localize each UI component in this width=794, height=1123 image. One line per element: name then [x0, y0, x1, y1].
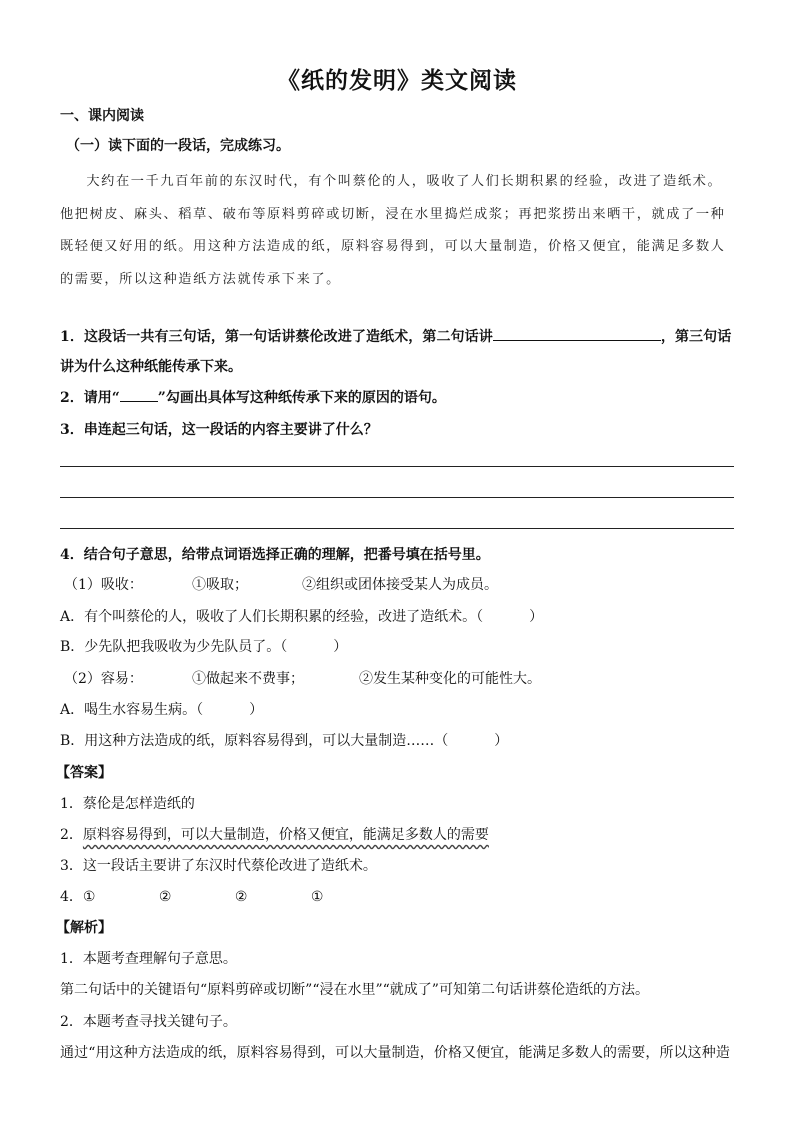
paren-close: ） [494, 733, 509, 749]
question-1-text-end: ，第三句话 [660, 329, 732, 345]
analysis-4: 通过“用这种方法造成的纸，原料容易得到，可以大量制造，价格又便宜，能满足多数人的需要，所以这种造 [60, 1045, 730, 1061]
paren-close: ） [249, 702, 264, 718]
word-label: （1）吸收： [64, 577, 143, 593]
sentence-a2-text: A．喝生水容易生病。（ [60, 702, 204, 718]
answer-heading: 【答案】 [56, 765, 112, 781]
answer-2-text: 原料容易得到，可以大量制造，价格又便宜，能满足多数人的需要 [82, 827, 489, 843]
paren-close: ） [333, 639, 348, 655]
answer-line-3[interactable] [60, 528, 734, 529]
sentence-a1 [60, 607, 736, 627]
question-4-part-2 [64, 669, 736, 689]
question-1-blank[interactable] [493, 326, 661, 341]
word-label: （2）容易： [64, 671, 143, 687]
option-1: ①吸取； [192, 577, 248, 593]
question-3: 3．串连起三句话，这一段话的内容主要讲了什么？ [60, 422, 378, 438]
page-title: 《纸的发明》类文阅读 [277, 67, 517, 94]
sentence-b1-text: B．少先队把我吸收为少先队员了。（ [60, 639, 288, 655]
answer-4-item: ① [82, 889, 96, 905]
sentence-a1-text: A．有个叫蔡伦的人，吸收了人们长期积累的经验，改进了造纸术。（ [60, 609, 484, 625]
option-2: ②组织或团体接受某人为成员。 [302, 577, 498, 593]
answer-4-number: 4． [60, 889, 83, 905]
question-1-continued: 讲为什么这种纸能传承下来。 [60, 359, 242, 375]
option-1: ①做起来不费事； [192, 671, 304, 687]
wavy-line-marker [120, 389, 158, 402]
question-2-text-end: ”勾画出具体写这种纸传承下来的原因的语句。 [157, 390, 446, 406]
analysis-1: 1．本题考查理解句子意思。 [60, 951, 237, 967]
sentence-a2 [60, 700, 736, 720]
sentence-b2-text: B．用这种方法造成的纸，原料容易得到，可以大量制造……（ [60, 733, 449, 749]
question-4-part-1 [64, 575, 736, 595]
analysis-3: 2．本题考查寻找关键句子。 [60, 1014, 237, 1030]
question-1-text: 1．这段话一共有三句话，第一句话讲蔡伦改进了造纸术，第二句话讲 [60, 329, 493, 345]
answer-2-number: 2． [60, 827, 83, 843]
analysis-2: 第二句话中的关键语句“原料剪碎或切断”“浸在水里”“就成了”可知第二句话讲蔡伦造纸的方法。 [60, 982, 649, 998]
answer-4-item: ① [310, 889, 324, 905]
question-2 [60, 388, 736, 408]
answer-3: 3．这一段话主要讲了东汉时代蔡伦改进了造纸术。 [60, 858, 377, 874]
paren-close: ） [529, 609, 544, 625]
option-2: ②发生某种变化的可能性大。 [359, 671, 541, 687]
answer-line-2[interactable] [60, 497, 734, 498]
sentence-b2 [60, 731, 736, 751]
question-4: 4．结合句子意思，给带点词语选择正确的理解，把番号填在括号里。 [60, 547, 490, 563]
sentence-b1 [60, 637, 736, 657]
reading-passage: 大约在一千九百年前的东汉时代，有个叫蔡伦的人，吸收了人们长期积累的经验，改进了造纸术。他把树皮、麻头、稻草、破布等原料剪碎或切断，浸在水里捣烂成浆；再把浆捞出来晒干，就成了一种既轻便又好用的纸。用这种方法造成的纸，原料容易得到，可以大量制造，价格又便宜，能满足多数人的需要，所以这种造纸方法就传承下来了。 [60, 174, 726, 287]
answer-line-1[interactable] [60, 466, 734, 467]
question-2-text: 2．请用“ [60, 390, 120, 406]
answer-4 [60, 887, 736, 907]
question-1 [60, 326, 736, 347]
analysis-heading: 【解析】 [56, 920, 112, 936]
answer-1: 1．蔡伦是怎样造纸的 [60, 796, 195, 812]
section-heading: 一、课内阅读 [60, 108, 144, 124]
answer-4-item: ② [158, 889, 172, 905]
part-heading: （一）读下面的一段话，完成练习。 [66, 138, 290, 154]
answer-2 [60, 825, 736, 845]
answer-4-item: ② [234, 889, 248, 905]
